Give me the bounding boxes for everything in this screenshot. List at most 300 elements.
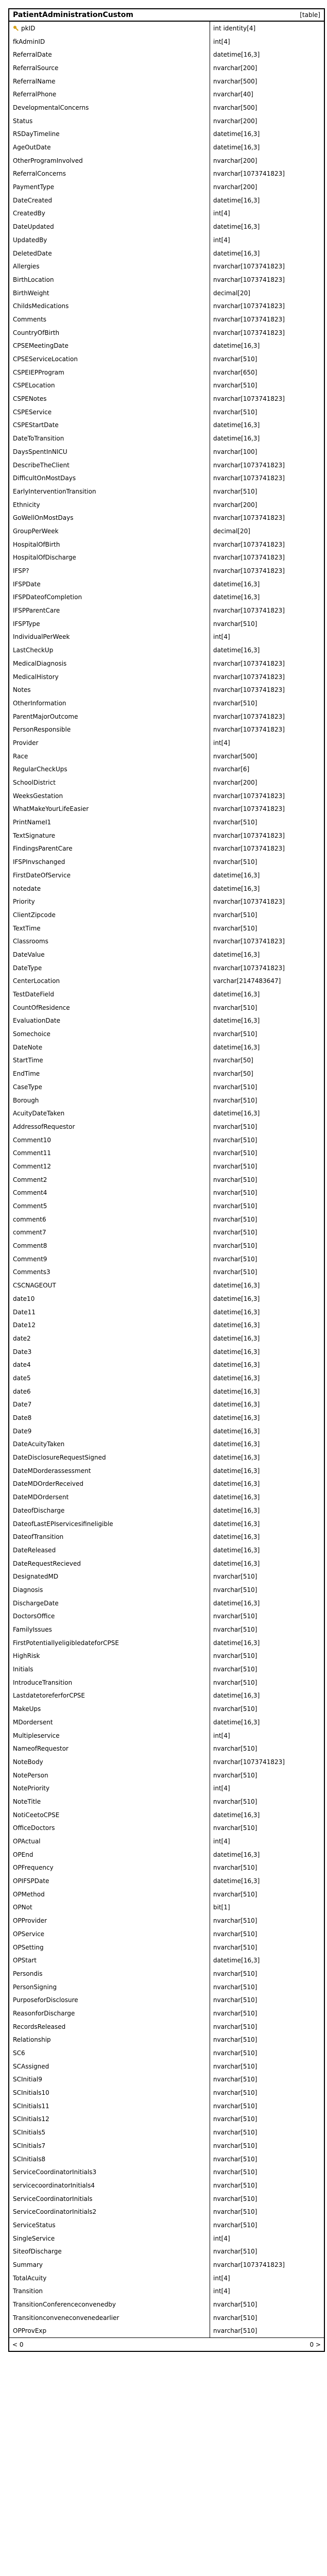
column-row[interactable] bbox=[9, 736, 324, 750]
column-row[interactable] bbox=[9, 194, 324, 207]
column-name-cell bbox=[9, 485, 210, 498]
column-name: LastCheckUp bbox=[13, 647, 54, 654]
column-row[interactable] bbox=[9, 1517, 324, 1531]
column-row[interactable] bbox=[9, 1187, 324, 1200]
column-name: OPProvExp bbox=[13, 2327, 47, 2335]
column-row[interactable] bbox=[9, 948, 324, 961]
column-row[interactable] bbox=[9, 1742, 324, 1755]
column-name: WhatMakeYourLifeEasier bbox=[13, 805, 89, 813]
column-row[interactable] bbox=[9, 1438, 324, 1451]
column-row[interactable] bbox=[9, 604, 324, 617]
column-type: nvarchar[510] bbox=[213, 1268, 257, 1276]
column-row[interactable] bbox=[9, 1769, 324, 1782]
column-row[interactable] bbox=[9, 1888, 324, 1901]
column-name: CenterLocation bbox=[13, 977, 60, 985]
column-name: SC6 bbox=[13, 2049, 25, 2057]
column-row[interactable] bbox=[9, 2033, 324, 2047]
column-row[interactable] bbox=[9, 1901, 324, 1914]
column-row[interactable] bbox=[9, 1544, 324, 1557]
column-row[interactable] bbox=[9, 1663, 324, 1676]
column-row[interactable] bbox=[9, 803, 324, 816]
column-row[interactable] bbox=[9, 2245, 324, 2259]
column-name: CountryOfBirth bbox=[13, 329, 60, 336]
column-type: nvarchar[1073741823] bbox=[213, 461, 285, 469]
key-icon bbox=[13, 25, 19, 31]
column-row[interactable] bbox=[9, 842, 324, 856]
column-row[interactable] bbox=[9, 1001, 324, 1014]
column-name: MakeUps bbox=[13, 1705, 41, 1713]
column-row[interactable] bbox=[9, 524, 324, 538]
column-name-cell bbox=[9, 2258, 210, 2272]
column-row[interactable] bbox=[9, 128, 324, 141]
column-row[interactable] bbox=[9, 48, 324, 61]
column-row[interactable] bbox=[9, 2232, 324, 2245]
column-row[interactable] bbox=[9, 1425, 324, 1438]
column-type: nvarchar[1073741823] bbox=[213, 474, 285, 482]
column-name: OPSetting bbox=[13, 1943, 44, 1951]
column-row[interactable] bbox=[9, 340, 324, 353]
column-type: nvarchar[510] bbox=[213, 1824, 257, 1832]
column-type: nvarchar[510] bbox=[213, 2301, 257, 2309]
column-row[interactable] bbox=[9, 75, 324, 88]
column-row[interactable] bbox=[9, 1371, 324, 1385]
column-row[interactable] bbox=[9, 975, 324, 988]
column-row[interactable] bbox=[9, 88, 324, 101]
column-name: SchoolDistrict bbox=[13, 779, 56, 787]
column-row[interactable] bbox=[9, 1358, 324, 1371]
column-row[interactable] bbox=[9, 643, 324, 657]
column-name-cell bbox=[9, 2285, 210, 2298]
column-row[interactable] bbox=[9, 1252, 324, 1266]
column-name-cell bbox=[9, 313, 210, 326]
column-type: nvarchar[510] bbox=[213, 2129, 257, 2137]
column-row[interactable] bbox=[9, 1755, 324, 1769]
column-row[interactable] bbox=[9, 459, 324, 472]
column-type: datetime[16,3] bbox=[213, 342, 260, 350]
column-name-cell bbox=[9, 855, 210, 869]
column-name-cell bbox=[9, 948, 210, 961]
column-row[interactable] bbox=[9, 538, 324, 551]
column-row[interactable] bbox=[9, 1557, 324, 1570]
column-type: int identity[4] bbox=[213, 24, 256, 32]
column-name-cell bbox=[9, 1914, 210, 1927]
column-row[interactable] bbox=[9, 1808, 324, 1822]
column-type: nvarchar[40] bbox=[213, 91, 253, 98]
column-row[interactable] bbox=[9, 1980, 324, 1994]
column-name: IndividualPerWeek bbox=[13, 633, 70, 641]
column-row[interactable] bbox=[9, 1014, 324, 1028]
column-type: nvarchar[510] bbox=[213, 1229, 257, 1236]
column-name: IFSPType bbox=[13, 620, 40, 628]
column-row[interactable] bbox=[9, 273, 324, 286]
column-row[interactable] bbox=[9, 419, 324, 432]
column-row[interactable] bbox=[9, 683, 324, 697]
column-row[interactable] bbox=[9, 631, 324, 644]
column-row[interactable] bbox=[9, 750, 324, 763]
column-name-cell bbox=[9, 975, 210, 988]
column-name: PaymentType bbox=[13, 183, 55, 191]
column-name-cell bbox=[9, 405, 210, 419]
column-row[interactable] bbox=[9, 2272, 324, 2285]
column-row[interactable] bbox=[9, 1107, 324, 1120]
column-name: OPMethod bbox=[13, 1890, 45, 1898]
column-row[interactable] bbox=[9, 564, 324, 578]
column-name: notedate bbox=[13, 885, 41, 892]
column-row[interactable] bbox=[9, 1927, 324, 1941]
column-type: nvarchar[510] bbox=[213, 1123, 257, 1130]
column-row[interactable] bbox=[9, 1199, 324, 1213]
column-name-cell bbox=[9, 670, 210, 684]
column-name-cell bbox=[9, 842, 210, 856]
column-row[interactable] bbox=[9, 392, 324, 405]
column-type: nvarchar[510] bbox=[213, 487, 257, 495]
column-name-cell bbox=[9, 643, 210, 657]
column-row[interactable] bbox=[9, 723, 324, 736]
column-name: Somechoice bbox=[13, 1030, 50, 1038]
column-row[interactable] bbox=[9, 1716, 324, 1729]
column-name: Comment8 bbox=[13, 1242, 47, 1250]
column-type: datetime[16,3] bbox=[213, 1401, 260, 1409]
column-row[interactable] bbox=[9, 1636, 324, 1650]
column-name: DateDisclosureRequestSigned bbox=[13, 1454, 106, 1462]
column-row[interactable] bbox=[9, 670, 324, 684]
column-row[interactable] bbox=[9, 379, 324, 393]
column-name-cell bbox=[9, 247, 210, 260]
column-name: DateofDischarge bbox=[13, 1506, 65, 1514]
column-row[interactable] bbox=[9, 1490, 324, 1504]
column-row[interactable] bbox=[9, 2060, 324, 2073]
column-row[interactable] bbox=[9, 1954, 324, 1967]
column-type: nvarchar[1073741823] bbox=[213, 964, 285, 972]
column-row[interactable] bbox=[9, 895, 324, 908]
column-row[interactable] bbox=[9, 233, 324, 247]
column-row[interactable] bbox=[9, 1941, 324, 1954]
column-type: nvarchar[200] bbox=[213, 117, 257, 125]
column-row[interactable] bbox=[9, 2179, 324, 2192]
column-type: datetime[16,3] bbox=[213, 1877, 260, 1885]
column-name-cell bbox=[9, 1848, 210, 1861]
column-row[interactable] bbox=[9, 988, 324, 1001]
column-row[interactable] bbox=[9, 1874, 324, 1888]
column-type: datetime[16,3] bbox=[213, 1043, 260, 1051]
column-row[interactable] bbox=[9, 1478, 324, 1491]
column-row[interactable] bbox=[9, 551, 324, 565]
column-row[interactable] bbox=[9, 1993, 324, 2007]
column-row[interactable] bbox=[9, 1570, 324, 1583]
parent-count[interactable]: < 0 bbox=[12, 2341, 24, 2348]
column-row[interactable] bbox=[9, 432, 324, 445]
column-type: datetime[16,3] bbox=[213, 647, 260, 654]
column-name: Multipleservice bbox=[13, 1732, 60, 1739]
column-row[interactable] bbox=[9, 1318, 324, 1332]
column-name-cell bbox=[9, 1610, 210, 1623]
column-row[interactable] bbox=[9, 299, 324, 313]
column-row[interactable] bbox=[9, 61, 324, 75]
column-row[interactable] bbox=[9, 445, 324, 459]
column-name-cell bbox=[9, 803, 210, 816]
column-row[interactable] bbox=[9, 313, 324, 326]
column-row[interactable] bbox=[9, 101, 324, 114]
column-name-cell bbox=[9, 48, 210, 61]
column-row[interactable] bbox=[9, 35, 324, 48]
column-name: DateofTransition bbox=[13, 1533, 64, 1541]
column-row[interactable] bbox=[9, 141, 324, 154]
column-row[interactable] bbox=[9, 220, 324, 233]
column-name-cell bbox=[9, 723, 210, 736]
column-row[interactable] bbox=[9, 776, 324, 789]
column-row[interactable] bbox=[9, 1146, 324, 1160]
column-name-cell bbox=[9, 1173, 210, 1187]
column-name-cell bbox=[9, 471, 210, 485]
column-row[interactable] bbox=[9, 1835, 324, 1848]
column-type: nvarchar[510] bbox=[213, 2076, 257, 2083]
column-name-cell bbox=[9, 1808, 210, 1822]
column-name-cell bbox=[9, 935, 210, 948]
column-row[interactable] bbox=[9, 855, 324, 869]
column-name-cell bbox=[9, 1901, 210, 1914]
column-name: Race bbox=[13, 752, 28, 760]
column-name: ClientZipcode bbox=[13, 911, 56, 919]
column-row[interactable] bbox=[9, 1464, 324, 1478]
column-row[interactable] bbox=[9, 1027, 324, 1041]
column-row[interactable] bbox=[9, 591, 324, 604]
child-count[interactable]: 0 > bbox=[309, 2341, 321, 2348]
column-row[interactable] bbox=[9, 2073, 324, 2087]
column-row[interactable] bbox=[9, 935, 324, 948]
column-row[interactable] bbox=[9, 2258, 324, 2272]
column-type: nvarchar[1073741823] bbox=[213, 805, 285, 813]
column-name: LastdatetoreferforCPSE bbox=[13, 1692, 85, 1700]
column-row[interactable] bbox=[9, 2311, 324, 2325]
column-row[interactable] bbox=[9, 1729, 324, 1742]
column-row[interactable] bbox=[9, 1279, 324, 1292]
column-row[interactable] bbox=[9, 1345, 324, 1359]
column-row[interactable] bbox=[9, 1689, 324, 1703]
column-row[interactable] bbox=[9, 1782, 324, 1795]
column-row[interactable] bbox=[9, 485, 324, 498]
column-name-cell bbox=[9, 750, 210, 763]
column-row[interactable] bbox=[9, 1385, 324, 1398]
column-row[interactable] bbox=[9, 1795, 324, 1808]
column-row[interactable] bbox=[9, 2192, 324, 2206]
column-row[interactable] bbox=[9, 1967, 324, 1980]
column-row[interactable] bbox=[9, 2153, 324, 2166]
column-row[interactable] bbox=[9, 2020, 324, 2033]
column-name-cell bbox=[9, 683, 210, 697]
column-type: nvarchar[510] bbox=[213, 1096, 257, 1104]
column-row[interactable] bbox=[9, 908, 324, 922]
column-row[interactable] bbox=[9, 2218, 324, 2232]
column-row[interactable] bbox=[9, 167, 324, 181]
column-name: date10 bbox=[13, 1295, 35, 1302]
column-row[interactable] bbox=[9, 617, 324, 631]
column-name-cell bbox=[9, 1266, 210, 1279]
column-row[interactable] bbox=[9, 657, 324, 670]
column-row[interactable] bbox=[9, 763, 324, 776]
column-name: IFSPParentCare bbox=[13, 607, 60, 615]
column-type: datetime[16,3] bbox=[213, 594, 260, 601]
column-row[interactable] bbox=[9, 1610, 324, 1623]
column-row[interactable] bbox=[9, 352, 324, 366]
column-row[interactable] bbox=[9, 1451, 324, 1464]
column-row[interactable] bbox=[9, 1702, 324, 1716]
column-row[interactable] bbox=[9, 2046, 324, 2060]
column-row[interactable] bbox=[9, 869, 324, 882]
column-type: nvarchar[510] bbox=[213, 1996, 257, 2004]
column-row[interactable] bbox=[9, 2139, 324, 2153]
column-row[interactable] bbox=[9, 1332, 324, 1345]
column-name: TotalAcuity bbox=[13, 2274, 47, 2282]
column-row[interactable] bbox=[9, 1530, 324, 1544]
column-row[interactable] bbox=[9, 578, 324, 591]
column-row[interactable] bbox=[9, 260, 324, 273]
column-row[interactable] bbox=[9, 207, 324, 221]
table-kind: [table] bbox=[300, 11, 320, 19]
column-name: CPSEServiceLocation bbox=[13, 355, 78, 363]
column-row[interactable] bbox=[9, 1054, 324, 1067]
column-row[interactable] bbox=[9, 1822, 324, 1835]
column-name-cell bbox=[9, 710, 210, 723]
column-name: HighRisk bbox=[13, 1652, 40, 1660]
column-row[interactable] bbox=[9, 1583, 324, 1597]
column-name-cell bbox=[9, 1597, 210, 1610]
column-row[interactable] bbox=[9, 2007, 324, 2020]
column-row[interactable] bbox=[9, 247, 324, 260]
column-row[interactable] bbox=[9, 829, 324, 842]
column-row[interactable] bbox=[9, 1676, 324, 1689]
column-name: MDordersent bbox=[13, 1718, 53, 1726]
column-type: nvarchar[510] bbox=[213, 1215, 257, 1223]
column-type: datetime[16,3] bbox=[213, 580, 260, 588]
column-type: nvarchar[1073741823] bbox=[213, 686, 285, 694]
column-row[interactable] bbox=[9, 789, 324, 803]
column-row[interactable] bbox=[9, 498, 324, 512]
column-row[interactable] bbox=[9, 922, 324, 935]
column-row[interactable] bbox=[9, 1120, 324, 1133]
column-row[interactable] bbox=[9, 1080, 324, 1094]
column-name: DifficultOnMostDays bbox=[13, 474, 76, 482]
column-row[interactable] bbox=[9, 1861, 324, 1875]
column-name: NotiCeetoCPSE bbox=[13, 1811, 60, 1819]
column-row[interactable] bbox=[9, 2325, 324, 2338]
column-row[interactable] bbox=[9, 405, 324, 419]
column-row[interactable] bbox=[9, 1213, 324, 1226]
column-row[interactable] bbox=[9, 961, 324, 975]
column-row[interactable] bbox=[9, 511, 324, 524]
column-type: nvarchar[510] bbox=[213, 1136, 257, 1144]
column-name: EarlyInterventionTransition bbox=[13, 487, 96, 495]
column-row[interactable] bbox=[9, 366, 324, 379]
column-name: StartTime bbox=[13, 1057, 43, 1064]
column-row[interactable] bbox=[9, 2298, 324, 2311]
column-row[interactable] bbox=[9, 710, 324, 723]
table-name[interactable]: PatientAdministrationCustom bbox=[13, 11, 133, 19]
column-type: nvarchar[1073741823] bbox=[213, 713, 285, 720]
column-name-cell bbox=[9, 2232, 210, 2245]
column-name: PurposeforDisclosure bbox=[13, 1996, 78, 2004]
column-row[interactable] bbox=[9, 22, 324, 35]
column-row[interactable] bbox=[9, 1306, 324, 1319]
column-type: nvarchar[50] bbox=[213, 1070, 253, 1078]
column-row[interactable] bbox=[9, 2126, 324, 2139]
column-row[interactable] bbox=[9, 1160, 324, 1173]
column-row[interactable] bbox=[9, 1504, 324, 1517]
column-row[interactable] bbox=[9, 2086, 324, 2099]
column-row[interactable] bbox=[9, 326, 324, 340]
column-name-cell bbox=[9, 1027, 210, 1041]
column-row[interactable] bbox=[9, 1597, 324, 1610]
column-name: ReferralName bbox=[13, 77, 56, 85]
column-row[interactable] bbox=[9, 2205, 324, 2218]
column-row[interactable] bbox=[9, 1398, 324, 1412]
column-row[interactable] bbox=[9, 2285, 324, 2298]
column-row[interactable] bbox=[9, 154, 324, 167]
column-name-cell bbox=[9, 1107, 210, 1120]
column-row[interactable] bbox=[9, 1094, 324, 1107]
column-name: Date11 bbox=[13, 1308, 36, 1316]
column-row[interactable] bbox=[9, 286, 324, 300]
column-name: Ethnicity bbox=[13, 501, 40, 509]
column-row[interactable] bbox=[9, 2099, 324, 2113]
column-row[interactable] bbox=[9, 1239, 324, 1252]
column-name: EndTime bbox=[13, 1070, 40, 1078]
column-name-cell bbox=[9, 922, 210, 935]
column-name-cell bbox=[9, 1941, 210, 1954]
column-name-cell bbox=[9, 340, 210, 353]
column-row[interactable] bbox=[9, 2165, 324, 2179]
column-row[interactable] bbox=[9, 1848, 324, 1861]
column-row[interactable] bbox=[9, 1914, 324, 1927]
column-type: nvarchar[500] bbox=[213, 104, 257, 111]
column-row[interactable] bbox=[9, 1133, 324, 1147]
column-name-cell bbox=[9, 22, 210, 35]
column-type: datetime[16,3] bbox=[213, 885, 260, 892]
column-row[interactable] bbox=[9, 1292, 324, 1306]
column-row[interactable] bbox=[9, 1173, 324, 1187]
column-name-cell bbox=[9, 2020, 210, 2033]
column-type: datetime[16,3] bbox=[213, 1414, 260, 1422]
column-row[interactable] bbox=[9, 1041, 324, 1054]
column-name-cell bbox=[9, 2165, 210, 2179]
column-type: nvarchar[510] bbox=[213, 2314, 257, 2321]
column-row[interactable] bbox=[9, 697, 324, 710]
column-row[interactable] bbox=[9, 1226, 324, 1240]
column-name-cell bbox=[9, 988, 210, 1001]
column-row[interactable] bbox=[9, 1411, 324, 1425]
column-row[interactable] bbox=[9, 816, 324, 829]
column-row[interactable] bbox=[9, 471, 324, 485]
column-name: DateReleased bbox=[13, 1546, 56, 1554]
column-row[interactable] bbox=[9, 114, 324, 128]
column-name: PersonResponsible bbox=[13, 726, 71, 734]
column-row[interactable] bbox=[9, 180, 324, 194]
column-type: datetime[16,3] bbox=[213, 1851, 260, 1858]
column-row[interactable] bbox=[9, 882, 324, 895]
column-name: CreatedBy bbox=[13, 210, 45, 217]
column-name-cell bbox=[9, 1014, 210, 1028]
column-row[interactable] bbox=[9, 1067, 324, 1080]
column-name: CSPEStartDate bbox=[13, 421, 59, 429]
column-row[interactable] bbox=[9, 1266, 324, 1279]
column-name: ReferralConcerns bbox=[13, 170, 66, 178]
column-name: DateMDorderassessment bbox=[13, 1467, 91, 1475]
column-row[interactable] bbox=[9, 1650, 324, 1663]
column-name-cell bbox=[9, 604, 210, 617]
column-name-cell bbox=[9, 1160, 210, 1173]
column-name-cell bbox=[9, 114, 210, 128]
column-row[interactable] bbox=[9, 1623, 324, 1636]
column-row[interactable] bbox=[9, 2113, 324, 2126]
